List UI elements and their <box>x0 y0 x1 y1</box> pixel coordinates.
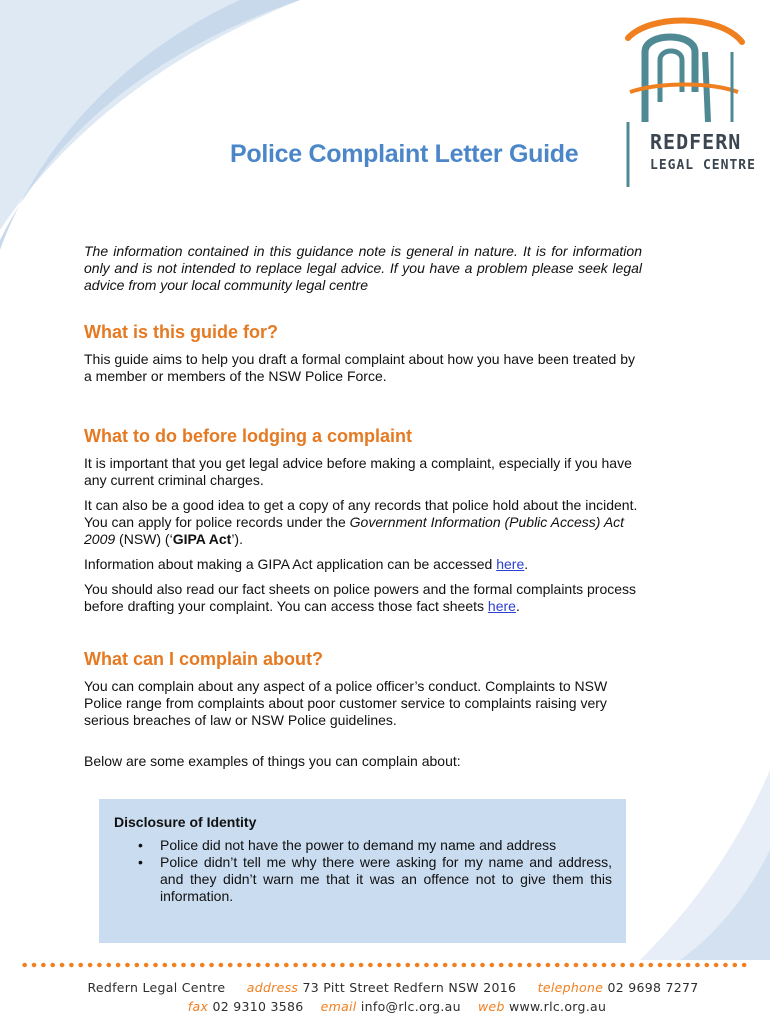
section-guide-for-body: This guide aims to help you draft a formal complaint about how you have been treated by a member or members of the NSW Police Force. <box>84 351 635 384</box>
footer-web-label: web <box>477 999 505 1014</box>
p3-text-end: . <box>524 556 529 572</box>
dotted-divider <box>20 962 750 968</box>
p2-text-start: It can also be a good idea to get a copy of any records that police hold about the incident. You can apply for police records under the <box>84 497 638 530</box>
before-lodging-p1: It is important that you get legal advice before making a complaint, especially if you have any current criminal charges. <box>84 455 632 488</box>
section-heading-guide-for: What is this guide for? <box>84 322 278 342</box>
gipa-act-term: GIPA Act <box>172 531 232 547</box>
footer-fax-label: fax <box>187 999 209 1014</box>
footer-line-1 <box>8 980 770 995</box>
footer-web[interactable]: www.rlc.org.au <box>508 999 607 1014</box>
complain-about-p2: Below are some examples of things you can complain about: <box>84 753 461 769</box>
p4-text-start: You should also read our fact sheets on police powers and the formal complaints process before drafting your complaint. You can access those fact sheets <box>84 581 637 614</box>
footer-org: Redfern Legal Centre <box>87 980 226 995</box>
page-title: Police Complaint Letter Guide <box>230 140 579 168</box>
before-lodging-p3 <box>84 556 642 573</box>
footer-address: 73 Pitt Street Redfern NSW 2016 <box>302 980 517 995</box>
logo-text-legal-centre: LEGAL CENTRE <box>650 158 756 173</box>
act-name: Government Information (Public Access) Act 2009 <box>84 514 625 547</box>
examples-box <box>99 799 626 943</box>
document-body <box>84 243 642 770</box>
list-item: • Police did not have the power to demand my name and address <box>160 837 612 854</box>
footer-email-label: email <box>320 999 357 1014</box>
fact-sheets-link[interactable]: here <box>487 598 516 614</box>
p3-text-start: Information about making a GIPA Act application can be accessed <box>84 556 497 572</box>
examples-list <box>114 837 612 905</box>
section-heading-complain-about: What can I complain about? <box>84 649 324 669</box>
list-item: • Police didn’t tell me why there were asking for my name and address, and they didn’t warn me that it was an offence not to give them this information. <box>160 854 612 905</box>
gipa-info-link[interactable]: here <box>496 556 525 572</box>
footer-telephone: 02 9698 7277 <box>607 980 699 995</box>
p2-text-mid: (NSW) (‘ <box>115 531 173 547</box>
box-title: Disclosure of Identity <box>114 814 257 830</box>
p2-text-end: ’). <box>231 531 243 547</box>
disclaimer: The information contained in this guidance note is general in nature. It is for information only and is not intended to replace legal advice. If you have a problem please seek legal advice from your local community legal centre <box>84 243 642 293</box>
footer-email[interactable]: info@rlc.org.au <box>360 999 461 1014</box>
section-heading-before-lodging: What to do before lodging a complaint <box>84 426 412 446</box>
footer-address-label: address <box>246 980 299 995</box>
footer-line-2 <box>12 999 770 1014</box>
footer-fax: 02 9310 3586 <box>212 999 304 1014</box>
before-lodging-p2 <box>84 497 642 548</box>
complain-about-p1: You can complain about any aspect of a police officer’s conduct. Complaints to NSW Police range from complaints about poor customer service to complaints raising very serious breaches of law or NSW Police guidelines. <box>84 678 608 728</box>
logo-text-redfern: REDFERN <box>650 130 742 154</box>
before-lodging-p4 <box>84 581 642 615</box>
footer-telephone-label: telephone <box>537 980 604 995</box>
p4-text-end: . <box>515 598 520 614</box>
redfern-logo <box>620 12 750 202</box>
